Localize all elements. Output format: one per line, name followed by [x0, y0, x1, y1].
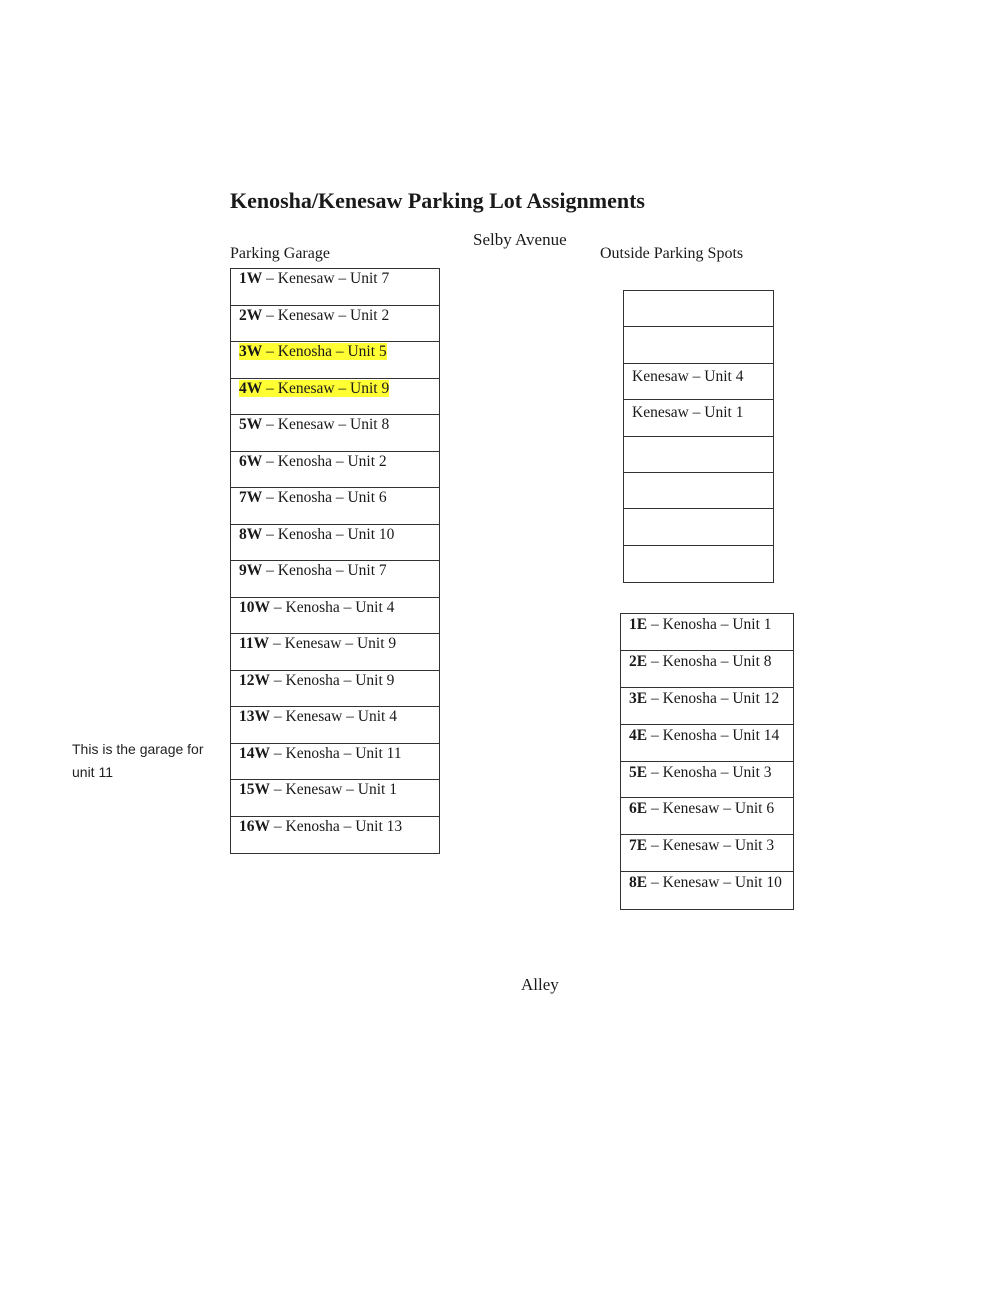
east-spots-table: [620, 613, 794, 910]
spot-code: 4W: [239, 379, 263, 397]
spot-assignment: – Kenosha – Unit 4: [270, 598, 395, 616]
alley-label: Alley: [521, 975, 559, 994]
spot-assignment: – Kenesaw – Unit 9: [262, 379, 390, 397]
spot-assignment: – Kenesaw – Unit 8: [262, 416, 390, 433]
spot-assignment: – Kenosha – Unit 3: [647, 763, 772, 781]
spot-code: 13W: [239, 708, 270, 725]
garage-spot-row-highlighted: [231, 342, 439, 379]
spot-assignment: – Kenesaw – Unit 7: [262, 270, 390, 287]
spot-assignment: – Kenosha – Unit 7: [262, 562, 387, 579]
garage-spot-row: [231, 452, 439, 489]
garage-spot-row: [231, 525, 439, 562]
east-spot-row: [621, 835, 793, 872]
spot-assignment: – Kenosha – Unit 8: [647, 652, 772, 670]
outside-spot-row: [624, 546, 773, 582]
spot-code: 6E: [629, 800, 648, 818]
spot-assignment: – Kenosha – Unit 5: [262, 343, 387, 360]
spot-assignment: – Kenosha – Unit 12: [647, 689, 780, 707]
spot-assignment: – Kenesaw – Unit 1: [270, 781, 397, 798]
spot-assignment: – Kenosha – Unit 13: [270, 817, 403, 835]
outside-spot-row: Kenesaw – Unit 1: [624, 400, 773, 436]
spot-assignment: – Kenosha – Unit 10: [262, 525, 395, 543]
garage-heading: Parking Garage: [230, 245, 330, 262]
garage-spot-row: [231, 415, 439, 452]
outside-spot-row: [624, 291, 773, 327]
east-spot-row: [621, 725, 793, 762]
outside-spot-row: Kenesaw – Unit 4: [624, 364, 773, 400]
spot-code: 6W: [239, 452, 263, 470]
spot-code: 8E: [629, 874, 648, 892]
spot-code: 3W: [239, 343, 263, 360]
spot-assignment: – Kenesaw – Unit 3: [647, 837, 775, 855]
garage-spot-row: [231, 744, 439, 781]
garage-spot-row: [231, 780, 439, 817]
outside-spot-row: [624, 509, 773, 545]
outside-spot-row: [624, 327, 773, 363]
highlight-mark: [239, 343, 387, 360]
spot-code: 9W: [239, 562, 263, 579]
spot-code: 11W: [239, 635, 270, 652]
spot-code: 1E: [629, 616, 648, 633]
spot-code: 5W: [239, 416, 263, 433]
outside-spot-row: [624, 473, 773, 509]
spot-assignment: – Kenosha – Unit 2: [262, 452, 387, 470]
garage-spot-row: [231, 634, 439, 671]
spot-code: 2W: [239, 306, 263, 324]
spot-assignment: – Kenosha – Unit 1: [647, 616, 772, 633]
spot-assignment: – Kenosha – Unit 9: [270, 671, 395, 689]
outside-spots-heading: Outside Parking Spots: [600, 245, 744, 262]
spot-code: 12W: [239, 671, 270, 689]
garage-spot-row: [231, 306, 439, 343]
spot-code: 8W: [239, 525, 263, 543]
east-spot-row: [621, 614, 793, 651]
document-title: Kenosha/Kenesaw Parking Lot Assignments: [230, 188, 645, 213]
garage-spot-row: [231, 707, 439, 744]
spot-code: 16W: [239, 817, 270, 835]
spot-code: 4E: [629, 726, 648, 744]
garage-spot-row: [231, 561, 439, 598]
spot-assignment: – Kenosha – Unit 6: [262, 489, 387, 506]
east-spot-row: [621, 762, 793, 799]
spot-code: 3E: [629, 689, 648, 707]
spot-code: 2E: [629, 652, 648, 670]
spot-assignment: – Kenesaw – Unit 4: [270, 708, 397, 725]
garage-spot-row: [231, 671, 439, 708]
spot-code: 5E: [629, 763, 648, 781]
spot-assignment: – Kenesaw – Unit 6: [647, 800, 775, 818]
garage-note: This is the garage for unit 11: [72, 741, 204, 780]
spot-code: 15W: [239, 781, 270, 798]
garage-spot-row-highlighted: [231, 379, 439, 416]
spot-code: 7W: [239, 489, 263, 506]
spot-assignment: – Kenesaw – Unit 9: [269, 635, 397, 652]
garage-spot-row: [231, 269, 439, 306]
east-spot-row: [621, 872, 793, 909]
garage-spot-row: [231, 488, 439, 525]
east-spot-row: [621, 798, 793, 835]
street-label: Selby Avenue: [473, 230, 567, 249]
spot-code: 1W: [239, 270, 263, 287]
spot-assignment: – Kenosha – Unit 14: [647, 726, 780, 744]
spot-assignment: – Kenosha – Unit 11: [270, 744, 402, 762]
spot-code: 10W: [239, 598, 270, 616]
outside-spot-row: [624, 437, 773, 473]
spot-assignment: – Kenesaw – Unit 10: [647, 874, 782, 892]
outside-spots-table: [623, 290, 774, 583]
garage-spot-row: [231, 598, 439, 635]
garage-spot-row: [231, 817, 439, 854]
spot-assignment: – Kenesaw – Unit 2: [262, 306, 390, 324]
east-spot-row: [621, 688, 793, 725]
garage-spots-table: [230, 268, 440, 854]
spot-code: 7E: [629, 837, 648, 855]
east-spot-row: [621, 651, 793, 688]
spot-code: 14W: [239, 744, 270, 762]
highlight-mark: [239, 380, 389, 397]
